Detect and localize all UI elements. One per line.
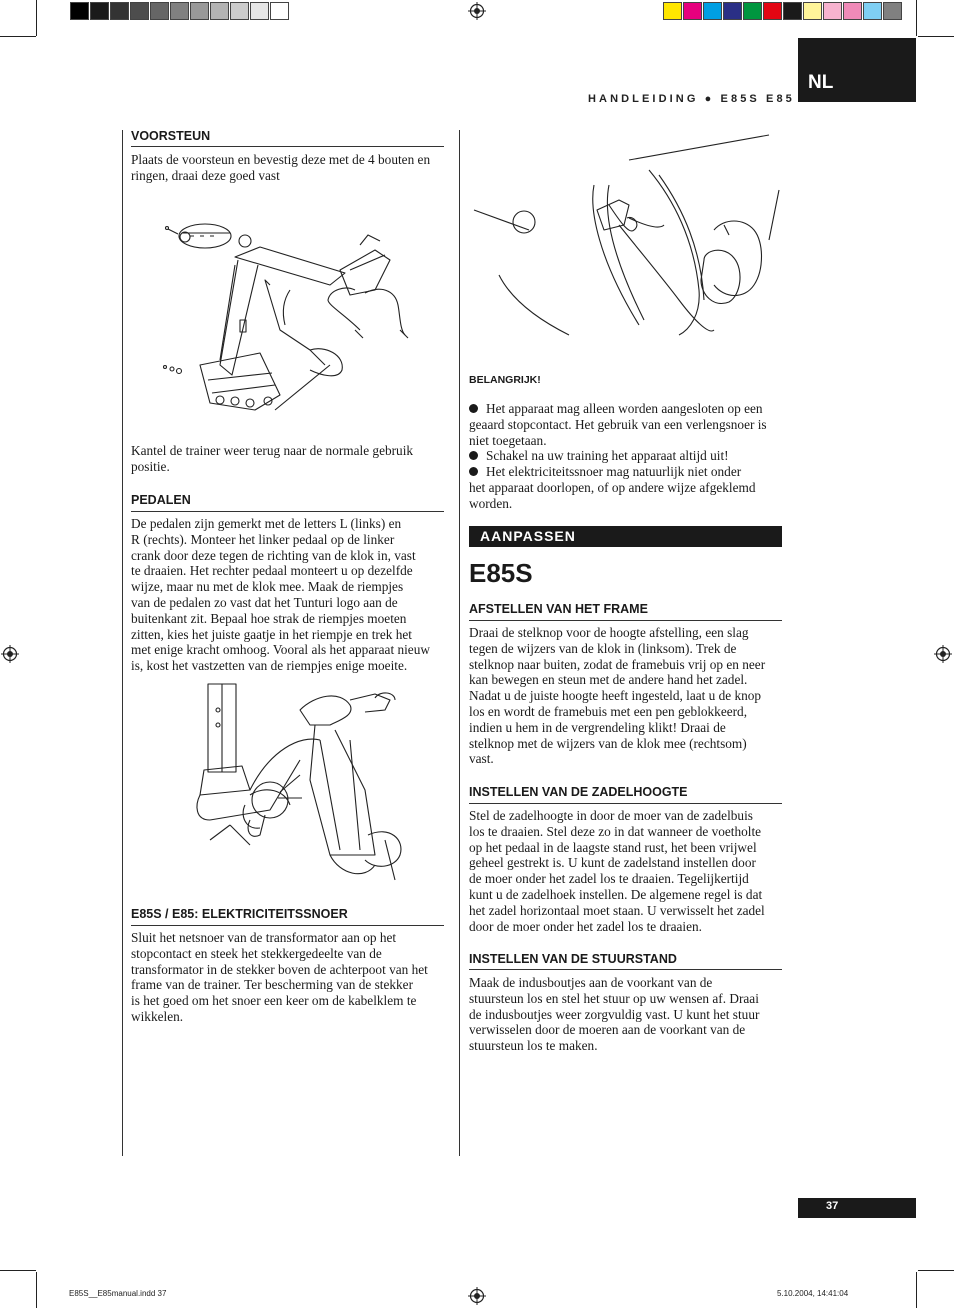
heading-rule: [469, 969, 782, 970]
bullet-icon: [469, 404, 478, 413]
color-swatch: [130, 2, 149, 20]
list-item: [469, 480, 767, 496]
registration-mark-icon: [934, 645, 952, 663]
registration-mark-icon: [1, 645, 19, 663]
section-heading-pedalen: PEDALEN: [131, 493, 191, 507]
list-item-text: niet toegetaan.: [469, 432, 547, 448]
text-line: de indusboutjes weer zorgvuldig vast. U kunt het stuur: [469, 1006, 760, 1022]
text-line: vast.: [469, 751, 494, 767]
color-swatch: [270, 2, 289, 20]
pedalen-text: [131, 516, 430, 674]
section-heading-voorsteun: VOORSTEUN: [131, 129, 211, 143]
text-line: kunt u de zadelhoek instellen. De algemene regel is dat: [469, 886, 763, 902]
color-swatch: [763, 2, 782, 20]
section-heading-elektriciteitssnoer: E85S / E85: ELEKTRICITEITSSNOER: [131, 907, 348, 921]
text-line: Maak de indusboutjes aan de voorkant van de: [469, 975, 713, 990]
list-item: [469, 401, 767, 417]
text-line: stuursteun los te maken.: [469, 1038, 598, 1054]
color-swatch: [110, 2, 129, 20]
crop-mark: [36, 0, 37, 36]
zadel-text: [469, 808, 765, 934]
color-swatch: [723, 2, 742, 20]
color-swatch: [230, 2, 249, 20]
text-line: Nadat u de juiste hoogte heeft ingesteld, laat u de knop: [469, 688, 762, 704]
front-support-illustration: [160, 205, 420, 425]
list-item-text: worden.: [469, 495, 513, 511]
color-swatch: [863, 2, 882, 20]
text-line: indien u hem in de vergrendeling klikt! Draai de: [469, 719, 726, 735]
column-rule-left: [122, 130, 123, 1156]
list-item-text: Het apparaat mag alleen worden aangesloten op een: [486, 401, 763, 416]
color-swatch: [70, 2, 89, 20]
text-line: is, kost het vastzetten van de riempjes enige moeite.: [131, 658, 408, 674]
exercise-bike-pedals-illustration: [190, 680, 430, 890]
color-swatch: [210, 2, 229, 20]
crop-mark: [916, 0, 917, 36]
color-swatch: [150, 2, 169, 20]
color-swatch: [663, 2, 682, 20]
model-title: E85S: [469, 558, 533, 588]
text-line: tegen de wijzers van de klok in (linksom). Trek de: [469, 640, 737, 656]
text-line: positie.: [131, 458, 170, 474]
footer-file: E85S__E85manual.indd 37: [69, 1289, 167, 1298]
page-number: 37: [826, 1200, 839, 1212]
text-line: buitenkant zit. Bepaal hoe strak de riempjes moeten: [131, 610, 407, 626]
list-item: [469, 464, 767, 480]
text-line: wijze, maar nu met de klok mee. Maak de riempjes: [131, 579, 404, 595]
crop-mark: [0, 1270, 36, 1271]
list-item-text: het apparaat doorlopen, of op andere wijze afgeklemd: [469, 479, 756, 495]
heading-rule: [469, 803, 782, 804]
language-tab-label: NL: [808, 72, 834, 93]
text-line: los en wordt de framebuis met een pen geblokkeerd,: [469, 703, 748, 719]
text-line: frame van de trainer. Ter bescherming van de stekker: [131, 977, 413, 993]
text-line: R (rechts). Monteer het linker pedaal op de linker: [131, 531, 395, 547]
color-swatch: [883, 2, 902, 20]
text-line: op het pedaal in de laagste stand rust, het been vrijwel: [469, 839, 757, 855]
color-swatch: [170, 2, 189, 20]
color-swatch: [250, 2, 269, 20]
text-line: Sluit het netsnoer van de transformator aan op het: [131, 930, 397, 945]
voorsteun-text: [131, 152, 430, 184]
text-line: te draaien. Het rechter pedaal monteert u op dezelfde: [131, 563, 413, 579]
elektriciteit-text: [131, 930, 428, 1025]
page-number-box: [798, 1198, 916, 1218]
heading-rule: [131, 146, 444, 147]
text-line: zitten, kies het juiste gaatje in het riempje en trek het: [131, 626, 412, 642]
belangrijk-heading: BELANGRIJK!: [469, 374, 541, 386]
heading-rule: [131, 511, 444, 512]
text-line: verwisselen door de moeren aan de voorkant van de: [469, 1022, 746, 1038]
bullet-icon: [469, 451, 478, 460]
color-swatch: [803, 2, 822, 20]
list-item-text: geaard stopcontact. Het gebruik van een verlengsnoer is: [469, 416, 767, 432]
crop-mark: [36, 1272, 37, 1308]
footer-timestamp: 5.10.2004, 14:41:04: [777, 1289, 849, 1298]
text-line: crank door deze tegen de richting van de klok in, vast: [131, 547, 416, 563]
text-line: Stel de zadelhoogte in door de moer van de zadelbuis: [469, 808, 753, 823]
text-line: het zadel horizontaal moet staan. U verwisselt het zadel: [469, 902, 765, 918]
text-line: wikkelen.: [131, 1008, 184, 1024]
text-line: De pedalen zijn gemerkt met de letters L (links) en: [131, 516, 402, 531]
text-line: stopcontact en steek het stekkergedeelte van de: [131, 945, 382, 961]
registration-mark-icon: [468, 2, 486, 20]
list-item-text: Het elektriciteitssnoer mag natuurlijk niet onder: [486, 464, 742, 480]
text-line: Kantel de trainer weer terug naar de normale gebruik: [131, 443, 414, 458]
text-line: de moer onder het zadel los te draaien. Tegelijkertijd: [469, 871, 749, 887]
color-swatch: [823, 2, 842, 20]
text-line: stuursteun los en stel het stuur op uw wensen af. Draai: [469, 990, 759, 1006]
text-line: ringen, draai deze goed vast: [131, 167, 280, 183]
frame-text: [469, 625, 765, 767]
color-swatch: [190, 2, 209, 20]
text-line: stelknop met de wijzers van de klok mee (rechtsom): [469, 735, 747, 751]
text-line: kan bewegen en steun met de andere hand het zadel.: [469, 672, 748, 688]
tilt-back-text: [131, 443, 413, 475]
color-swatch: [703, 2, 722, 20]
list-item: [469, 417, 767, 433]
color-swatch: [783, 2, 802, 20]
text-line: los te draaien. Stel deze zo in dat wanneer de voetholte: [469, 823, 762, 839]
crop-mark: [916, 1272, 917, 1308]
list-item-text: Schakel na uw training het apparaat altijd uit!: [486, 448, 729, 464]
section-heading-zadelhoogte: INSTELLEN VAN DE ZADELHOOGTE: [469, 785, 688, 799]
heading-rule: [469, 620, 782, 621]
text-line: van de pedalen zo vast dat het Tunturi logo aan de: [131, 594, 398, 610]
text-line: is het goed om het snoer een keer om de kabelklem te: [131, 993, 417, 1009]
crop-mark: [918, 1270, 954, 1271]
registration-mark-icon: [468, 1287, 486, 1305]
column-rule-middle: [459, 130, 460, 1156]
power-cord-illustration: [469, 130, 784, 350]
text-line: Draai de stelknop voor de hoogte afstelling, een slag: [469, 625, 749, 640]
section-heading-stuurstand: INSTELLEN VAN DE STUURSTAND: [469, 952, 677, 966]
text-line: Plaats de voorsteun en bevestig deze met de 4 bouten en: [131, 152, 431, 167]
belangrijk-list: [469, 401, 767, 512]
list-item: [469, 496, 767, 512]
section-heading-frame: AFSTELLEN VAN HET FRAME: [469, 602, 648, 616]
list-item: [469, 433, 767, 449]
color-swatch: [843, 2, 862, 20]
crop-mark: [918, 36, 954, 37]
color-swatch: [90, 2, 109, 20]
text-line: geheel gestrekt is. U kunt de zadelstand instellen door: [469, 855, 756, 871]
text-line: transformator in de stekker boven de achterpoot van het: [131, 961, 428, 977]
color-swatch: [743, 2, 762, 20]
list-item: [469, 448, 767, 464]
crop-mark: [0, 36, 36, 37]
heading-rule: [131, 925, 444, 926]
bullet-icon: [469, 467, 478, 476]
running-head: HANDLEIDING ● E85S E85: [588, 93, 795, 105]
stuur-text: [469, 975, 759, 1054]
text-line: met enige kracht omhoog. Vooral als het apparaat nieuw: [131, 642, 430, 658]
aanpassen-label: AANPASSEN: [480, 528, 576, 544]
text-line: door de moer onder het zadel los te draaien.: [469, 918, 702, 934]
text-line: stelknop naar buiten, zodat de framebuis vrij op en neer: [469, 656, 766, 672]
color-swatch: [683, 2, 702, 20]
